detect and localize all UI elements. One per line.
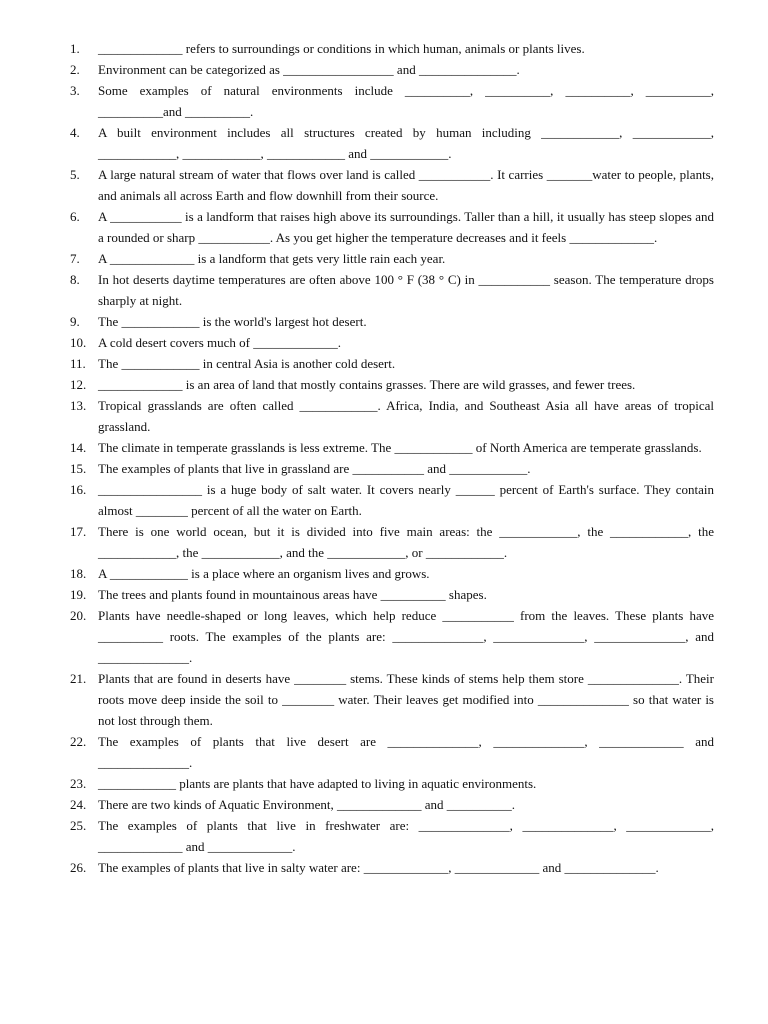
question-item-23 bbox=[70, 773, 714, 794]
question-text: _____________ is an area of land that mostly contains grasses. There are wild grasses, and fewer trees. bbox=[98, 377, 636, 392]
question-item-7 bbox=[70, 248, 714, 269]
question-text: Plants have needle-shaped or long leaves, which help reduce ___________ from the leaves. These plants have __________ roots. The examples of the plants are: ______________, ______________, ______________, and ______________. bbox=[98, 608, 714, 665]
question-text: Plants that are found in deserts have ________ stems. These kinds of stems help them store ______________. Their roots move deep inside the soil to ________ water. Their leaves get modified into ______________ so that water is not lost through them. bbox=[98, 671, 714, 728]
question-item-14 bbox=[70, 437, 714, 458]
question-number: 25. bbox=[70, 818, 87, 833]
question-number: 5. bbox=[70, 167, 80, 182]
question-item-16 bbox=[70, 479, 714, 521]
question-number: 20. bbox=[70, 608, 87, 623]
question-number: 13. bbox=[70, 398, 87, 413]
question-number: 23. bbox=[70, 776, 87, 791]
question-item-19 bbox=[70, 584, 714, 605]
question-item-9 bbox=[70, 311, 714, 332]
question-item-26 bbox=[70, 857, 714, 878]
question-text: Some examples of natural environments include __________, __________, __________, __________, __________and __________. bbox=[98, 83, 714, 119]
question-text: A built environment includes all structures created by human including ____________, ____________, ____________, ____________, ____________ and ____________. bbox=[98, 125, 714, 161]
question-number: 17. bbox=[70, 524, 87, 539]
question-item-6 bbox=[70, 206, 714, 248]
question-number: 16. bbox=[70, 482, 87, 497]
question-text: _____________ refers to surroundings or conditions in which human, animals or plants lives. bbox=[98, 41, 585, 56]
question-number: 8. bbox=[70, 272, 80, 287]
question-item-11 bbox=[70, 353, 714, 374]
question-number: 18. bbox=[70, 566, 87, 581]
question-number: 1. bbox=[70, 41, 80, 56]
question-item-25 bbox=[70, 815, 714, 857]
question-text: A large natural stream of water that flows over land is called ___________. It carries _______water to people, plants, and animals all across Earth and flow downhill from their source. bbox=[98, 167, 714, 203]
question-text: There are two kinds of Aquatic Environment, _____________ and __________. bbox=[98, 797, 516, 812]
question-item-10 bbox=[70, 332, 714, 353]
question-number: 9. bbox=[70, 314, 80, 329]
question-text: The examples of plants that live in salty water are: _____________, _____________ and ______________. bbox=[98, 860, 659, 875]
question-item-3 bbox=[70, 80, 714, 122]
question-text: Environment can be categorized as _________________ and _______________. bbox=[98, 62, 520, 77]
question-text: A _____________ is a landform that gets very little rain each year. bbox=[98, 251, 446, 266]
question-text: ____________ plants are plants that have adapted to living in aquatic environments. bbox=[98, 776, 537, 791]
question-number: 3. bbox=[70, 83, 80, 98]
question-list bbox=[70, 38, 714, 878]
question-number: 12. bbox=[70, 377, 87, 392]
question-text: Tropical grasslands are often called ____________. Africa, India, and Southeast Asia all have areas of tropical grassland. bbox=[98, 398, 714, 434]
question-item-1 bbox=[70, 38, 714, 59]
question-item-5 bbox=[70, 164, 714, 206]
question-text: A cold desert covers much of _____________. bbox=[98, 335, 341, 350]
question-item-4 bbox=[70, 122, 714, 164]
question-text: There is one world ocean, but it is divided into five main areas: the ____________, the ____________, the ____________, the ____________, and the ____________, or ____________. bbox=[98, 524, 714, 560]
question-text: The ____________ in central Asia is another cold desert. bbox=[98, 356, 396, 371]
question-item-20 bbox=[70, 605, 714, 668]
question-text: In hot deserts daytime temperatures are often above 100 ° F (38 ° C) in ___________ season. The temperature drops sharply at night. bbox=[98, 272, 714, 308]
question-item-24 bbox=[70, 794, 714, 815]
question-text: The examples of plants that live desert are ______________, ______________, _____________ and ______________. bbox=[98, 734, 714, 770]
question-number: 14. bbox=[70, 440, 87, 455]
question-number: 10. bbox=[70, 335, 87, 350]
question-number: 7. bbox=[70, 251, 80, 266]
question-text: The climate in temperate grasslands is less extreme. The ____________ of North America are temperate grasslands. bbox=[98, 440, 702, 455]
question-item-13 bbox=[70, 395, 714, 437]
question-text: A ___________ is a landform that raises high above its surroundings. Taller than a hill, it usually has steep slopes and a rounded or sharp ___________. As you get higher the temperature decreases and it feels _____________. bbox=[98, 209, 714, 245]
question-item-22 bbox=[70, 731, 714, 773]
question-number: 22. bbox=[70, 734, 87, 749]
question-number: 26. bbox=[70, 860, 87, 875]
question-item-2 bbox=[70, 59, 714, 80]
question-number: 24. bbox=[70, 797, 87, 812]
question-text: The examples of plants that live in grassland are ___________ and ____________. bbox=[98, 461, 531, 476]
question-text: ________________ is a huge body of salt water. It covers nearly ______ percent of Earth's surface. They contain almost ________ percent of all the water on Earth. bbox=[98, 482, 714, 518]
question-item-18 bbox=[70, 563, 714, 584]
question-item-8 bbox=[70, 269, 714, 311]
question-item-21 bbox=[70, 668, 714, 731]
question-number: 15. bbox=[70, 461, 87, 476]
question-text: The trees and plants found in mountainous areas have __________ shapes. bbox=[98, 587, 487, 602]
question-number: 11. bbox=[70, 356, 86, 371]
question-item-15 bbox=[70, 458, 714, 479]
question-text: A ____________ is a place where an organism lives and grows. bbox=[98, 566, 430, 581]
question-number: 2. bbox=[70, 62, 80, 77]
question-number: 21. bbox=[70, 671, 87, 686]
question-number: 19. bbox=[70, 587, 87, 602]
question-text: The examples of plants that live in freshwater are: ______________, ______________, _____________, _____________ and _____________. bbox=[98, 818, 714, 854]
question-text: The ____________ is the world's largest hot desert. bbox=[98, 314, 367, 329]
question-number: 4. bbox=[70, 125, 80, 140]
question-item-12 bbox=[70, 374, 714, 395]
question-number: 6. bbox=[70, 209, 80, 224]
question-item-17 bbox=[70, 521, 714, 563]
